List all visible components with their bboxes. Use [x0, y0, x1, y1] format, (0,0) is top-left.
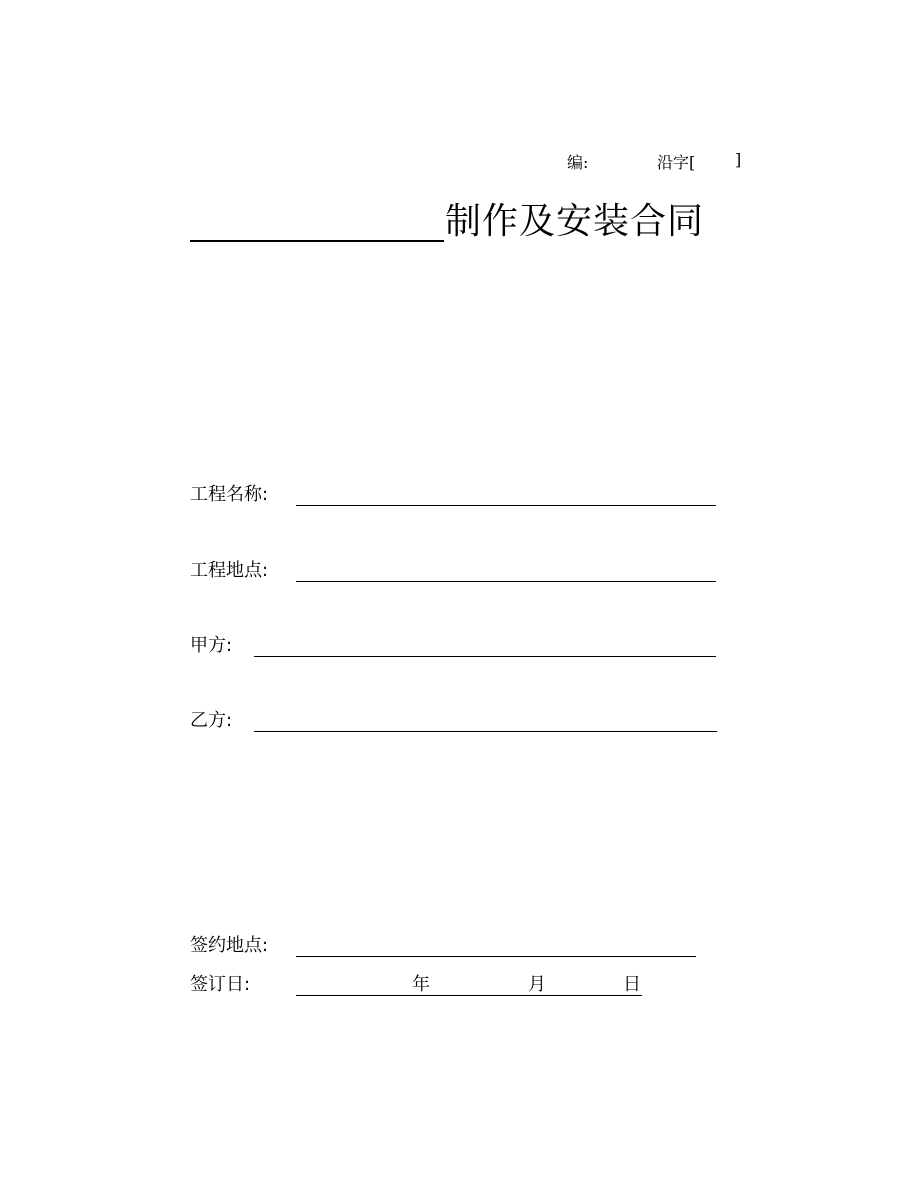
party-b-label: 乙方:: [190, 710, 233, 731]
serial-number: [567, 150, 742, 173]
serial-prefix: 沿字[: [657, 153, 696, 172]
party-b-blank[interactable]: [254, 731, 717, 732]
project-name-blank[interactable]: [296, 505, 716, 506]
sign-location-label: 签约地点:: [190, 935, 269, 956]
sign-date-blank[interactable]: [296, 995, 642, 996]
party-a-label: 甲方:: [190, 635, 233, 656]
party-a-blank[interactable]: [254, 656, 716, 657]
title-blank-line: [190, 240, 444, 242]
project-name-label: 工程名称:: [190, 484, 269, 505]
project-location-label: 工程地点:: [190, 560, 269, 581]
sign-location-blank[interactable]: [296, 956, 696, 957]
sign-date-label: 签订日:: [190, 974, 251, 995]
date-month: 月: [528, 974, 546, 995]
project-location-blank[interactable]: [296, 581, 716, 582]
date-year: 年: [412, 974, 430, 995]
title-text: 制作及安装合同: [445, 201, 705, 242]
serial-label: 编:: [567, 153, 589, 172]
date-day: 日: [623, 974, 641, 995]
serial-bracket-close: ]: [735, 150, 742, 169]
